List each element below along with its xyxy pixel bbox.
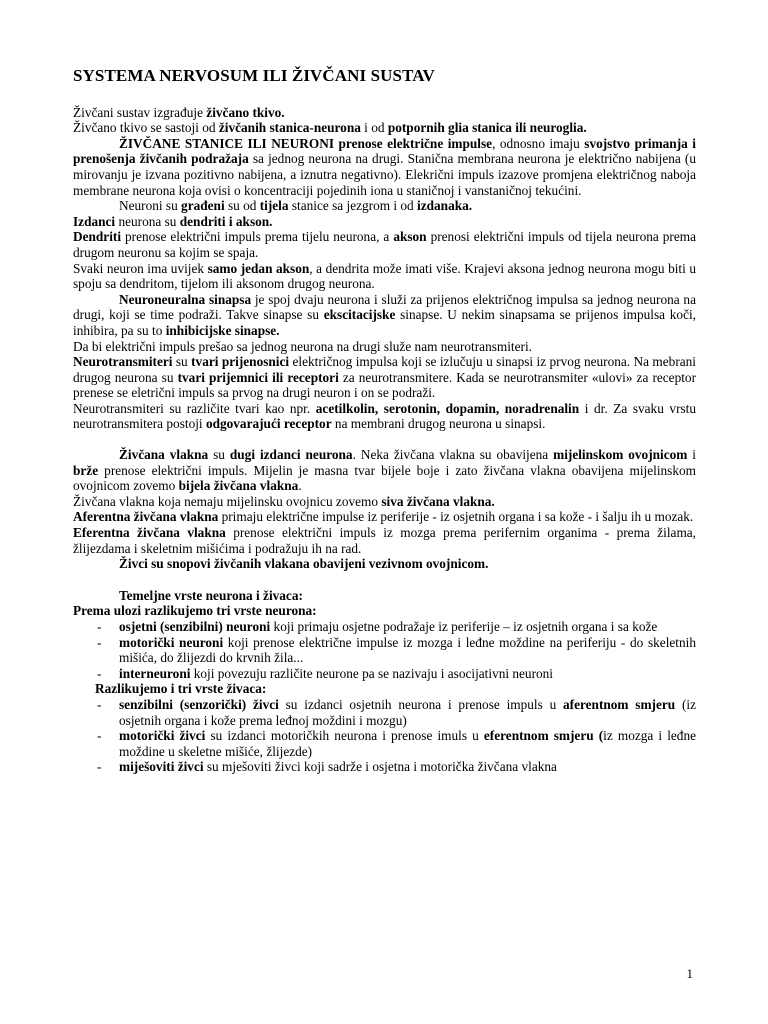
text-run: . Neka živčana vlakna su obavijena xyxy=(352,447,554,463)
text-run: je spoj dvaju neurona i služi za prijenos električnog impulsa sa jednog neurona na drugi, koji se time podraži. Takve sinapse su xyxy=(73,291,696,323)
bold-term: dendriti i akson. xyxy=(179,213,273,229)
text-run: prenose električni impuls iz mozga prema perifernim organima - prema žilama, žlijezdama i skeletnim mišićima i podražuju ih na rad. xyxy=(73,525,697,556)
bold-term: Neurotransmiteri xyxy=(73,354,173,370)
nerve-types-list xyxy=(73,697,696,775)
bold-term: motorički neuroni xyxy=(119,634,224,650)
page-number: 1 xyxy=(686,966,693,981)
paragraph-p7 xyxy=(73,261,696,292)
dash-bullet: - xyxy=(97,665,102,681)
bold-term: eferentnom smjeru ( xyxy=(483,728,604,744)
bold-term: Neuroneuralna sinapsa xyxy=(119,291,252,307)
text-run: Živčano tkivo se sastoji od xyxy=(73,120,219,136)
paragraph-p12 xyxy=(73,447,696,494)
bold-term: osjetni (senzibilni) neuroni xyxy=(119,619,271,634)
bold-term: samo jedan akson xyxy=(207,260,310,276)
text-run: sinapse. U nekim sinapsama se prijenos impulsa koči, inhibira, pa su to xyxy=(73,307,696,338)
text-run: prenose električni impuls. Mijelin je masna tvar bijele boje i zato živčana vlakna obavijena mijelinskom ovojnicom zovemo xyxy=(73,462,696,494)
bold-term: interneuroni xyxy=(119,665,191,681)
list-item xyxy=(73,666,696,682)
neuron-types-list xyxy=(73,619,696,681)
bold-term: tvari prijemnici ili receptori xyxy=(177,369,339,385)
text-run: su od xyxy=(224,198,260,214)
text-run: Da bi električni impuls prešao sa jednog neurona na drugi služe nam neurotransmiteri. xyxy=(73,338,532,354)
dash-bullet: - xyxy=(97,696,102,712)
paragraph-p8 xyxy=(73,292,696,339)
text-run: sa jednog neurona na drugi. Stanična membrana neurona je električno nabijena (u mirovanju je izvana pozitivno nabijena, a iznutra negativno). Elekrični impuls izazove promjena električnog naboja membrane neurona koja ovisi o koncentraciji pojedinih iona u staničnoj i vanstaničnoj tekućini. xyxy=(73,151,696,198)
bold-term: odgovarajući receptor xyxy=(205,416,332,432)
bold-term: Aferentna živčana vlakna xyxy=(73,509,219,525)
bold-term: Živčana vlakna xyxy=(119,447,209,463)
paragraph-p10 xyxy=(73,354,696,401)
list-item xyxy=(73,619,696,635)
bold-term: senzibilni (senzorički) živci xyxy=(119,696,279,712)
text-run: su mješoviti živci koji sadrže i osjetna i motorička živčana vlakna xyxy=(203,759,557,775)
paragraph-p1 xyxy=(73,105,696,121)
dash-bullet: - xyxy=(97,759,102,775)
bold-term: akson xyxy=(393,229,427,245)
text-run: su xyxy=(208,447,230,463)
neuron-types-heading: Prema ulozi razlikujemo tri vrste neurona: xyxy=(73,603,317,619)
bold-term: tijela xyxy=(259,198,289,214)
bold-term: Živci su snopovi živčanih vlakana obavijeni vezivnom ovojnicom. xyxy=(119,556,489,572)
spacer xyxy=(73,432,696,447)
dash-bullet: - xyxy=(97,634,102,650)
paragraph-p2 xyxy=(73,120,696,136)
bold-term: Dendriti xyxy=(73,229,122,245)
dash-bullet: - xyxy=(97,728,102,744)
text-run: su izdanci osjetnih neurona i prenose impuls u xyxy=(278,696,564,712)
paragraph-p15 xyxy=(73,525,696,556)
document-title: SYSTEMA NERVOSUM ILI ŽIVČANI SUSTAV xyxy=(73,66,435,85)
text-run: su xyxy=(172,354,192,370)
bold-term: građeni xyxy=(181,198,225,214)
paragraph-p13 xyxy=(73,494,696,510)
list-item xyxy=(73,697,696,728)
text-run: Neuroni su xyxy=(119,198,182,214)
text-run: Svaki neuron ima uvijek xyxy=(73,260,208,276)
bold-term: ŽIVČANE STANICE ILI NEURONI prenose električne impulse xyxy=(119,135,493,151)
text-run: neurona su xyxy=(115,213,180,229)
paragraph-p14 xyxy=(73,509,696,525)
text-run: primaju električne impulse iz periferije - iz osjetnih organa i sa kože - i šalju ih u mozak. xyxy=(218,509,694,525)
text-run: Neurotransmiteri su različite tvari kao npr. xyxy=(73,400,316,416)
paragraph-p11 xyxy=(73,401,696,432)
paragraph-p6 xyxy=(73,229,696,260)
bold-term: ekscitacijske xyxy=(323,307,396,323)
bold-term: motorički živci xyxy=(119,728,206,744)
text-run: i dr. Za svaku vrstu neurotransmitera postoji xyxy=(73,400,697,432)
text-run: i od xyxy=(360,120,388,136)
section-heading: Temeljne vrste neurona i živaca: xyxy=(119,587,303,603)
bold-term: potpornih glia stanica ili neuroglia. xyxy=(387,120,587,136)
text-run: iz mozga i leđne moždine u skeletne mišiće, žlijezde) xyxy=(119,728,696,759)
list-item xyxy=(73,728,696,759)
bold-term: siva živčana vlakna. xyxy=(381,493,495,509)
bold-term: živčano tkivo. xyxy=(206,104,285,120)
bold-term: Izdanci xyxy=(73,213,116,229)
bold-term: živčanih stanica-neurona xyxy=(218,120,361,136)
text-run: Živčani sustav izgrađuje xyxy=(73,104,207,120)
bold-term: miješoviti živci xyxy=(119,759,204,775)
paragraph-p16 xyxy=(73,556,696,572)
text-run: prenosi električni impuls od tijela neurona prema drugom neuronu sa kojim se spaja. xyxy=(73,229,696,260)
dash-bullet: - xyxy=(97,619,102,634)
spacer xyxy=(73,572,696,588)
bold-term: svojstvo primanja i prenošenja živčanih podražaja xyxy=(73,135,696,167)
text-run: i xyxy=(687,447,696,463)
text-run: za neurotransmitere. Kada se neurotransmiter «ulovi» za receptor prenese se eletrični impuls sa prvog na drugi neuron i on se podraži. xyxy=(73,369,696,401)
bold-term: dugi izdanci neurona xyxy=(229,447,353,463)
bold-term: acetilkolin, serotonin, dopamin, noradrenalin xyxy=(315,400,580,416)
text-run: , a dendrita može imati više. Krajevi aksona jednog neurona mogu biti u spoju sa dendritom, tijelom ili aksonom drugog neurona. xyxy=(73,260,697,292)
paragraph-p5 xyxy=(73,214,696,230)
text-run: koji prenose električne impulse iz mozga i leđne moždine na periferiju - do skeletnih mišića, do žlijezdi do krvnih žila... xyxy=(119,634,696,666)
text-run: su izdanci motoričkih neurona i prenose imuls u xyxy=(205,728,484,744)
text-run: Živčana vlakna koja nemaju mijelinsku ovojnicu zovemo xyxy=(73,493,382,509)
nerve-types-heading: Razlikujemo i tri vrste živaca: xyxy=(95,681,267,697)
bold-term: aferentnom smjeru xyxy=(563,696,676,712)
text-run: . xyxy=(298,478,302,494)
text-run: koji povezuju različite neurone pa se nazivaju i asocijativni neuroni xyxy=(190,665,554,681)
text-run: stanice sa jezgrom i od xyxy=(288,198,418,214)
bold-term: bijela živčana vlakna xyxy=(178,478,299,494)
text-run: prenose električni impuls prema tijelu neurona, a xyxy=(121,229,394,245)
bold-term: brže xyxy=(73,462,99,478)
paragraph-p3 xyxy=(73,136,696,198)
bold-term: mijelinskom ovojnicom xyxy=(553,447,688,463)
text-run: (iz osjetnih organa i kože prema leđnoj moždini i mozgu) xyxy=(119,696,696,728)
paragraph-p9 xyxy=(73,339,696,355)
bold-term: inhibicijske sinapse. xyxy=(165,322,280,338)
text-run: , odnosno imaju xyxy=(492,135,585,151)
document-page xyxy=(73,68,696,775)
list-item xyxy=(73,759,696,775)
text-run: električnog impulsa koji se izlučuju u sinapsi iz prvog neurona. Na mebrani drugog neurona su xyxy=(73,354,696,385)
paragraph-p4 xyxy=(73,198,696,214)
text-run: na membrani drugog neurona u sinapsi. xyxy=(331,416,546,432)
bold-term: Eferentna živčana vlakna xyxy=(73,525,226,541)
body-text xyxy=(73,105,696,572)
bold-term: izdanaka. xyxy=(417,198,473,214)
bold-term: tvari prijenosnici xyxy=(191,354,290,370)
list-item xyxy=(73,635,696,666)
text-run: koji primaju osjetne podražaje iz periferije – iz osjetnih organa i sa kože xyxy=(270,619,658,634)
